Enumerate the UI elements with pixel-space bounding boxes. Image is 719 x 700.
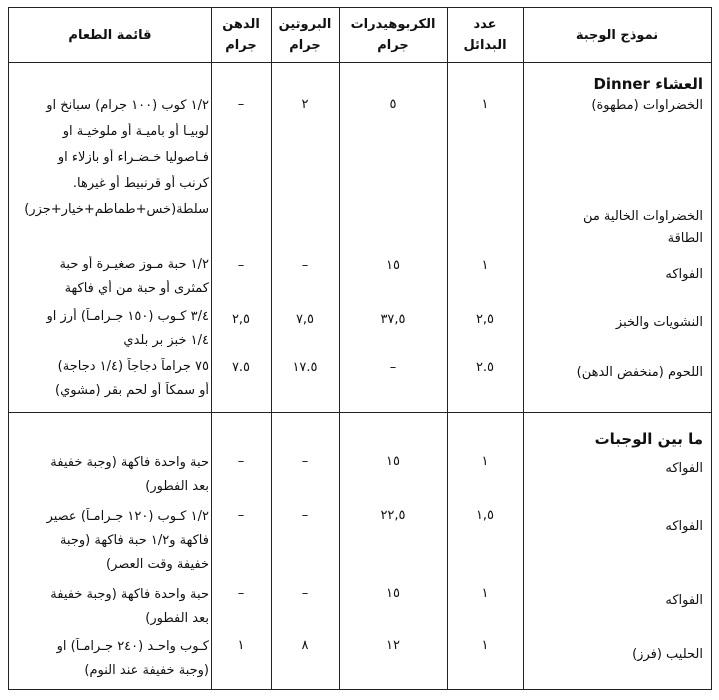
menu-line: حبة واحدة فاكهة (وجبة خفيفة bbox=[50, 587, 209, 602]
meal-model: الخضراوات (مطهوة) bbox=[591, 98, 703, 113]
header-protein: البروتين جرام bbox=[278, 17, 332, 53]
menu-line: كرنب أو قرنبيط أو غيرها. bbox=[72, 176, 209, 191]
alternatives-count: ٢,٥ bbox=[475, 312, 495, 327]
fat-value: – bbox=[237, 258, 245, 273]
carbs-value: ٥ bbox=[389, 97, 397, 112]
header-count: عدد البدائل bbox=[463, 17, 507, 53]
carbs-value: ٣٧,٥ bbox=[380, 312, 406, 327]
menu-line: ١/٢ كوب (١٠٠ جرام) سبانخ او bbox=[46, 98, 209, 113]
protein-value: – bbox=[301, 258, 309, 273]
protein-value: ١٧.٥ bbox=[292, 360, 318, 375]
meal-model: الفواكه bbox=[665, 267, 703, 282]
fat-value: – bbox=[237, 508, 245, 523]
menu-line: فاكهة و١/٢ حبة فاكهة (وجبة bbox=[59, 533, 209, 548]
section-title-dinner: العشاء Dinner bbox=[593, 75, 703, 93]
carbs-value: ١٢ bbox=[386, 638, 400, 653]
diet-table bbox=[8, 7, 712, 690]
section-divider bbox=[9, 412, 711, 413]
carbs-value: ٢٢,٥ bbox=[380, 508, 406, 523]
alternatives-count: ١ bbox=[481, 454, 489, 469]
section-title-between: ما بين الوجبات bbox=[594, 430, 703, 448]
carbs-value: ١٥ bbox=[386, 454, 400, 469]
menu-line: ١/٤ خبز بر بلدي bbox=[123, 333, 209, 348]
meal-model: الفواكه bbox=[665, 519, 703, 534]
alternatives-count: ١ bbox=[481, 638, 489, 653]
meal-model: الخضراوات الخالية من bbox=[582, 209, 703, 224]
protein-value: ٨ bbox=[301, 638, 309, 653]
meal-model: اللحوم (منخفض الدهن) bbox=[576, 365, 703, 380]
protein-value: ٢ bbox=[301, 97, 309, 112]
meal-model-line2: الطاقة bbox=[667, 231, 703, 246]
protein-value: – bbox=[301, 508, 309, 523]
fat-value: ١ bbox=[237, 638, 245, 653]
meal-model: الفواكه bbox=[665, 461, 703, 476]
carbs-value: ١٥ bbox=[386, 586, 400, 601]
menu-line: لوبيـا أو باميـة أو ملوخيـة او bbox=[62, 124, 209, 139]
menu-line: خفيفة وقت العصر) bbox=[106, 557, 209, 572]
protein-value: – bbox=[301, 586, 309, 601]
fat-value: ٧.٥ bbox=[231, 360, 251, 375]
carbs-value: ١٥ bbox=[386, 258, 400, 273]
meal-model: الفواكه bbox=[665, 593, 703, 608]
protein-value: ٧,٥ bbox=[295, 312, 315, 327]
menu-line: ٧٥ جراماً دجاجاً (١/٤ دجاجة) bbox=[57, 359, 209, 374]
menu-line: بعد الفطور) bbox=[145, 479, 209, 494]
carbs-value: – bbox=[389, 360, 397, 375]
protein-value: – bbox=[301, 454, 309, 469]
menu-line: بعد الفطور) bbox=[145, 611, 209, 626]
menu-line: (وجبة خفيفة عند النوم) bbox=[84, 663, 209, 678]
menu-line: أو سمكاً أو لحم بقر (مشوي) bbox=[55, 383, 209, 398]
alternatives-count: ١ bbox=[481, 97, 489, 112]
menu-line: كمثرى أو حبة من أي فاكهة bbox=[64, 281, 209, 296]
fat-value: – bbox=[237, 97, 245, 112]
meal-model: النشويات والخبز bbox=[615, 315, 703, 330]
fat-value: – bbox=[237, 454, 245, 469]
header-model: نموذج الوجبة bbox=[575, 27, 659, 43]
header-fat: الدهن جرام bbox=[222, 17, 260, 53]
menu-line: ١/٢ حبة مـوز صغيـرة أو حبة bbox=[59, 257, 209, 272]
alternatives-count: ١ bbox=[481, 586, 489, 601]
menu-line: ١/٢ كـوب (١٢٠ جـرامـاً) عصير bbox=[46, 509, 209, 524]
header-divider bbox=[9, 62, 711, 63]
menu-line: كـوب واحـد (٢٤٠ جـرامـاً) او bbox=[56, 639, 209, 654]
fat-value: – bbox=[237, 586, 245, 601]
col-divider bbox=[523, 8, 524, 689]
menu-line: حبة واحدة فاكهة (وجبة خفيفة bbox=[50, 455, 209, 470]
fat-value: ٢,٥ bbox=[231, 312, 251, 327]
menu-line: فـاصوليا خـضـراء أو بازلاء او bbox=[57, 150, 209, 165]
menu-line: ٣/٤ كـوب (١٥٠ جـرامـاً) أرز او bbox=[46, 309, 209, 324]
alternatives-count: ١ bbox=[481, 258, 489, 273]
alternatives-count: ١,٥ bbox=[475, 508, 495, 523]
meal-model: الحليب (فرز) bbox=[632, 647, 703, 662]
menu-line: سلطة(خس+طماطم+خيار+جزر) bbox=[24, 202, 209, 217]
header-menu: قائمة الطعام bbox=[68, 27, 152, 43]
alternatives-count: ٢.٥ bbox=[475, 360, 495, 375]
header-carbs: الكربوهيدرات جرام bbox=[350, 17, 436, 53]
